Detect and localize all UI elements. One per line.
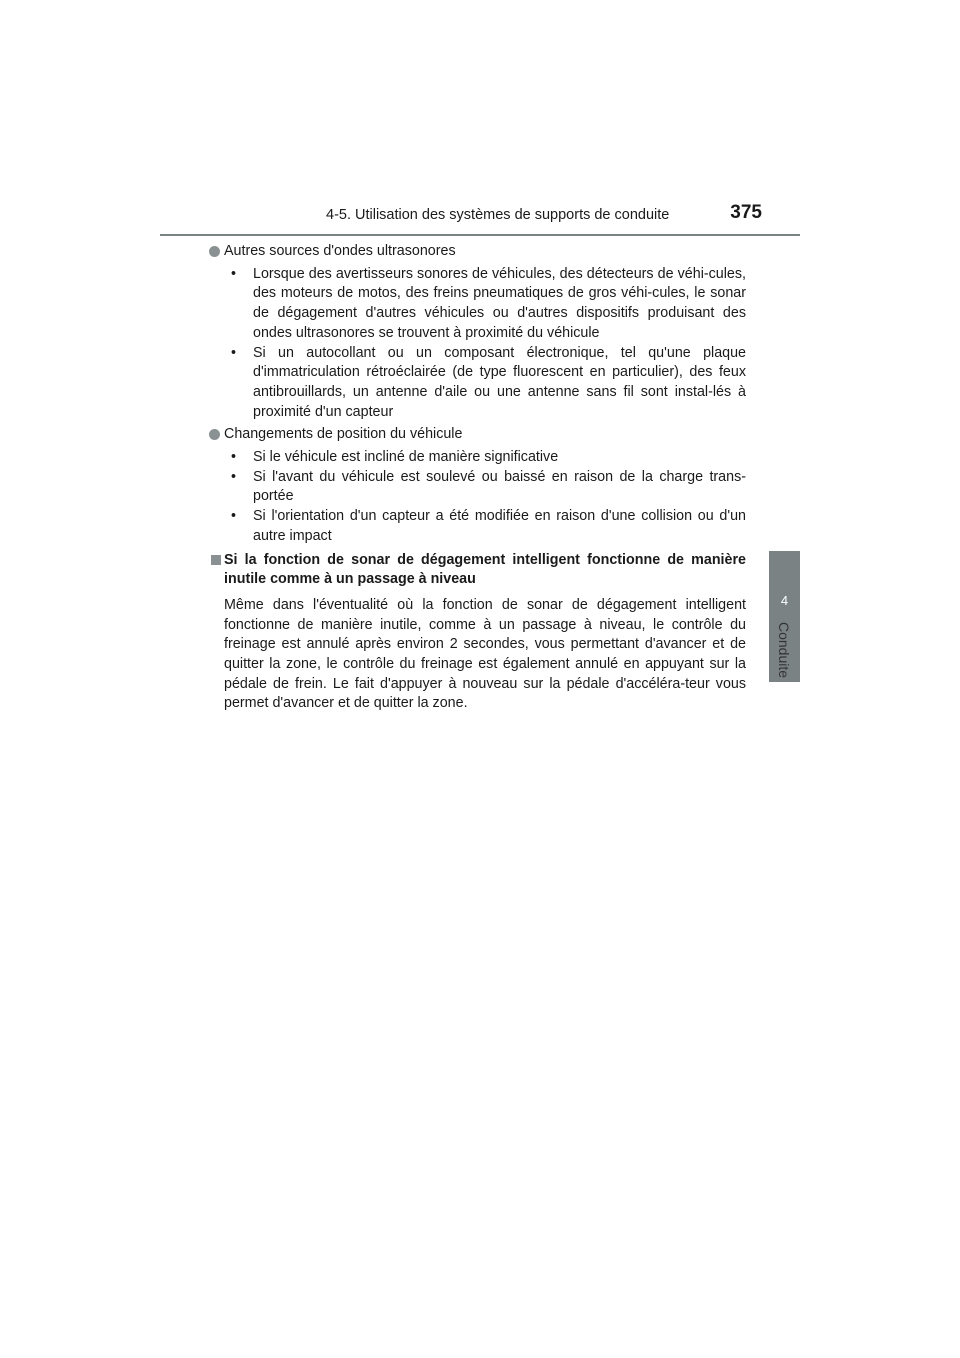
list-item	[224, 468, 746, 507]
list-item-text: Si le véhicule est incliné de manière significative	[253, 449, 559, 466]
section-heading	[224, 551, 746, 590]
bullet-position-changes	[224, 425, 746, 445]
list-item-text: Si l'orientation d'un capteur a été modifiée en raison d'une collision ou d'un autre impact	[253, 508, 746, 544]
page-header	[160, 204, 800, 236]
circle-bullet-icon	[209, 246, 220, 257]
chapter-label: Conduite	[776, 621, 792, 679]
list-item-text: Si un autocollant ou un composant électronique, tel qu'une plaque d'immatriculation rétroéclairée (de type fluorescent en particulier), des feux antibrouillards, un antenne d'aile ou une antenne sans fil sont instal-lés à proximité d'un capteur	[253, 344, 746, 420]
page-content	[224, 242, 746, 714]
dot-bullet-icon: •	[231, 468, 237, 485]
dot-bullet-icon: •	[231, 265, 237, 282]
dot-bullet-icon: •	[231, 508, 237, 525]
section-title: 4-5. Utilisation des systèmes de supports de conduite	[326, 207, 670, 223]
circle-bullet-icon	[209, 429, 220, 440]
bullet-ultrasonic-sources	[224, 242, 746, 262]
bullet-title: Autres sources d'ondes ultrasonores	[224, 243, 456, 259]
list-item	[224, 448, 746, 468]
sub-list-position	[224, 448, 746, 547]
dot-bullet-icon: •	[231, 449, 237, 466]
square-bullet-icon	[211, 555, 221, 565]
list-item-text: Lorsque des avertisseurs sonores de véhicules, des détecteurs de véhi-cules, des moteurs de motos, des freins pneumatiques de gros véhi-cules, le sonar de dégagement d'autres véhicules ou d'autres dispositifs produisant des ondes ultrasonores se trouvent à proximité du véhicule	[253, 265, 746, 341]
list-item	[224, 507, 746, 546]
list-item	[224, 265, 746, 344]
sub-list-ultrasonic	[224, 265, 746, 423]
dot-bullet-icon: •	[231, 344, 237, 361]
list-item-text: Si l'avant du véhicule est soulevé ou baissé en raison de la charge trans-portée	[253, 468, 746, 505]
section-heading-text: Si la fonction de sonar de dégagement intelligent fonctionne de manière inutile comme à un passage à niveau	[224, 551, 746, 588]
section-body: Même dans l'éventualité où la fonction de sonar de dégagement intelligent fonctionne de manière inutile, comme à un passage à niveau, le contrôle du freinage est annulé après environ 2 secondes, vous permettant d'avancer et de quitter la zone, le contrôle du freinage est également annulé en appuyant sur la pédale de frein. Le fait d'appuyer à nouveau sur la pédale d'accéléra-teur vous permet d'avancer et de quitter la zone.	[224, 596, 746, 712]
page-number: 375	[730, 202, 762, 223]
list-item	[224, 344, 746, 423]
bullet-title: Changements de position du véhicule	[224, 426, 463, 443]
chapter-number: 4	[780, 593, 789, 608]
